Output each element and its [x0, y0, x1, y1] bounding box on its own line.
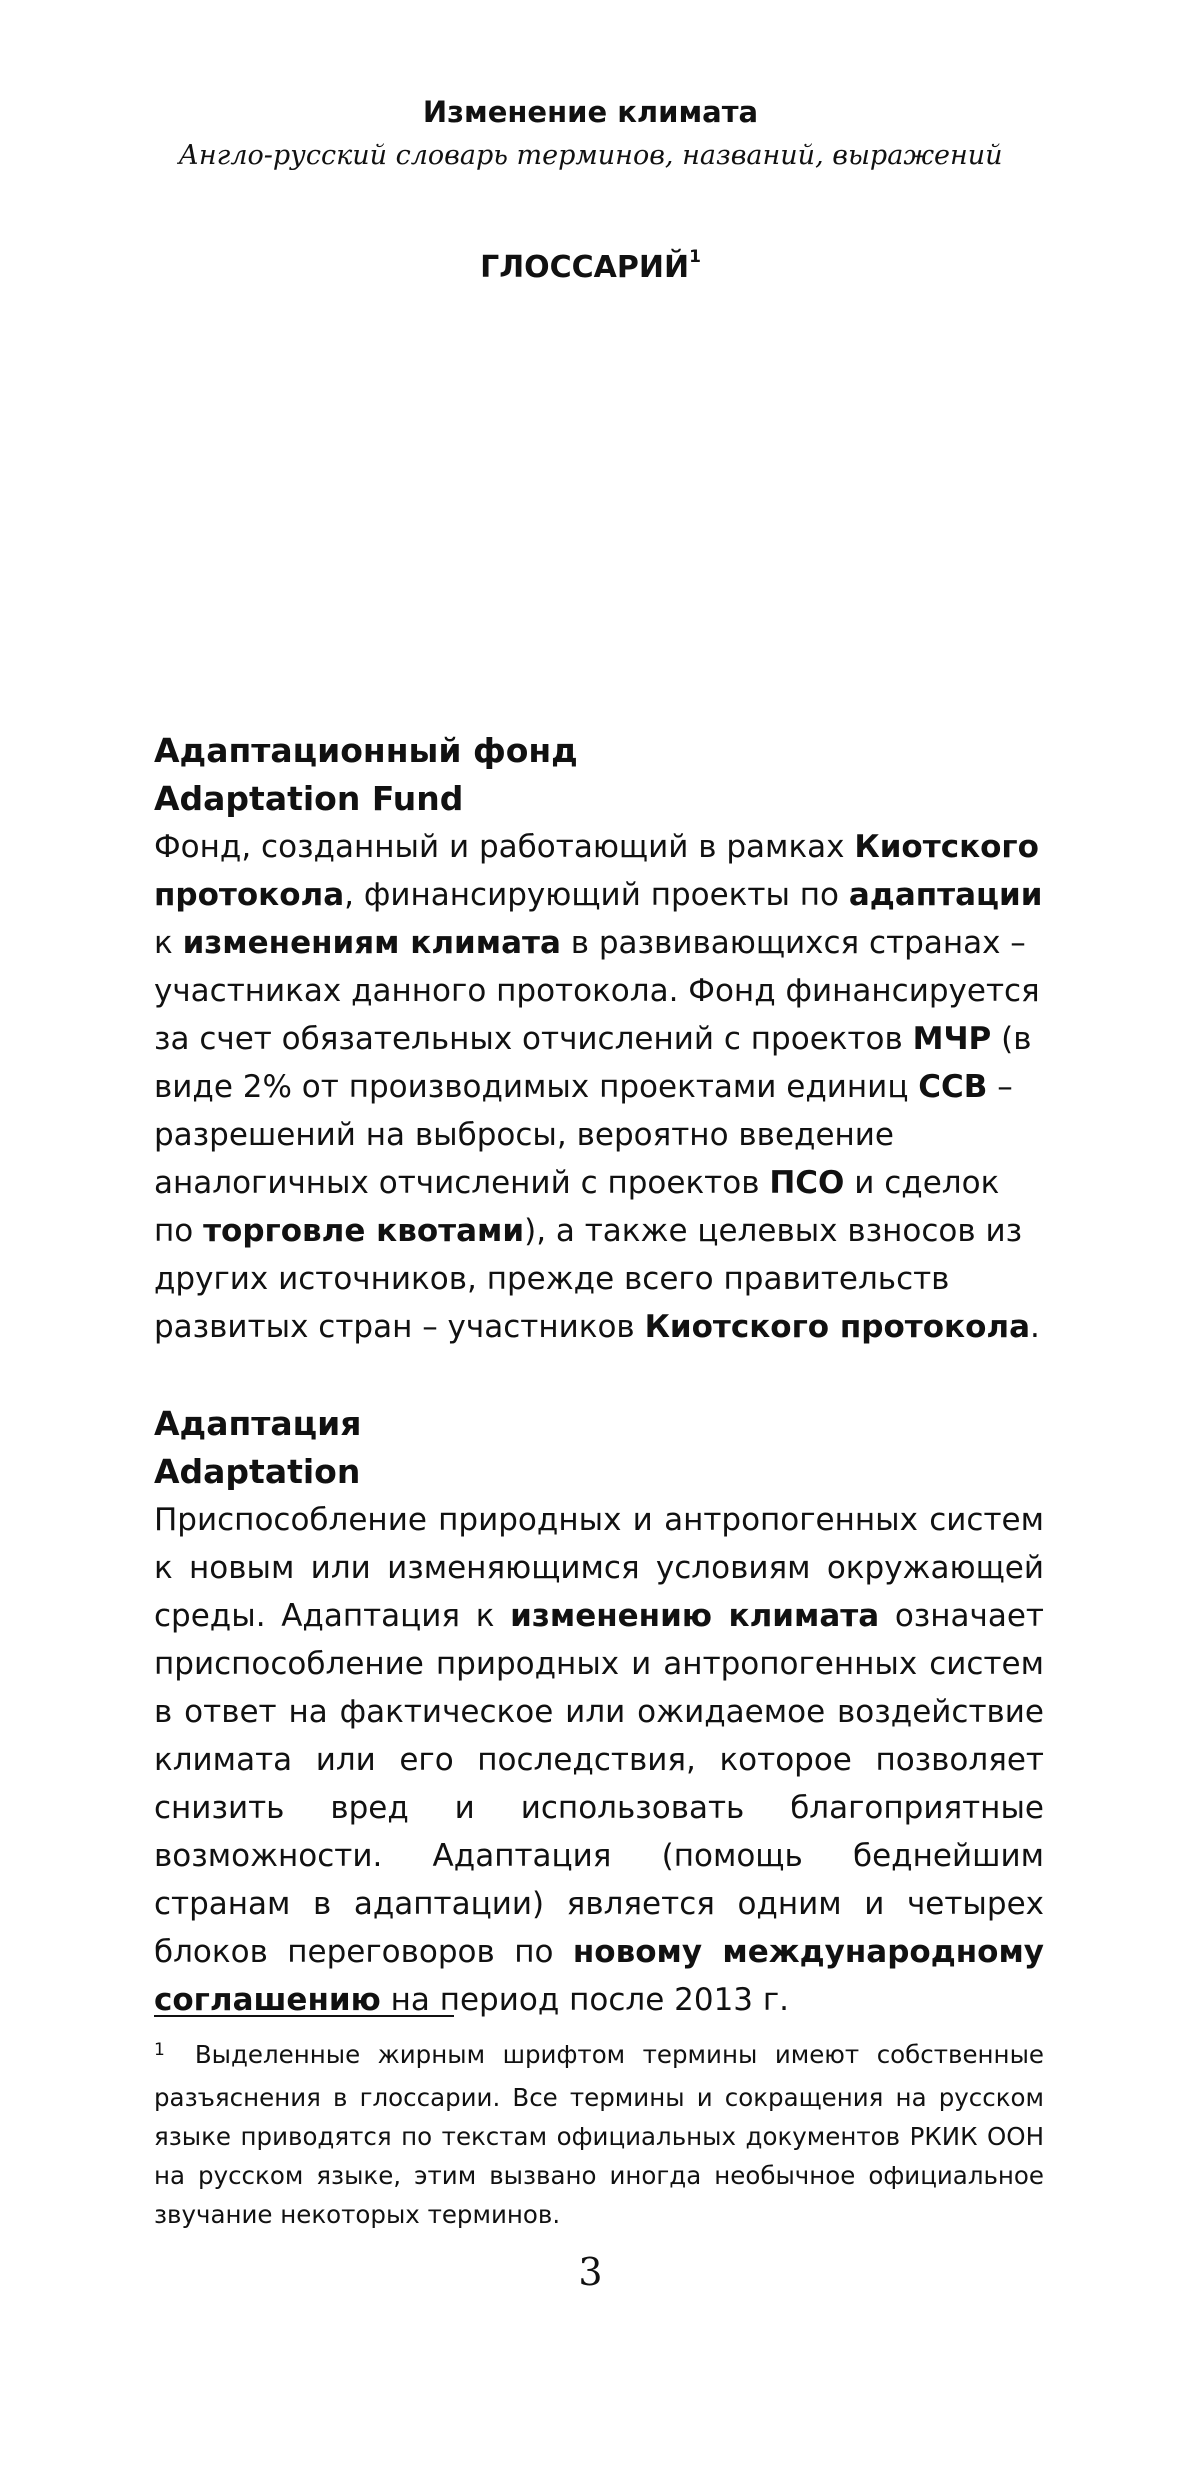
section-heading: [0, 247, 1181, 285]
entry-term-ru: Адаптационный фонд: [154, 731, 578, 770]
bold-term-reference: торговле квотами: [203, 1213, 525, 1249]
bold-term-reference: Киотского протокола: [644, 1309, 1031, 1345]
running-header-title: Изменение климата: [422, 95, 759, 129]
bold-term-reference: новому международному соглашению: [154, 1934, 1044, 2018]
footnote-text: Выделенные жирным шрифтом термины имеют собственные разъяснения в глоссарии. Все термины и сокращения на русском языке приводятся по текстам официальных документов РКИК ООН на русском языке, этим вызвано иногда необычное официальное звучание некоторых терминов.: [154, 2040, 1044, 2229]
footnote-divider: [154, 2015, 454, 2017]
bold-term-reference: Киотского протокола: [154, 829, 1039, 913]
glossary-entry: [154, 1400, 1044, 2024]
footnote-reference: 1: [689, 247, 701, 267]
glossary-entry: [154, 727, 1044, 1351]
footnote-mark: 1: [154, 2040, 165, 2060]
bold-term-reference: адаптации: [848, 877, 1043, 913]
running-header-subtitle: Англо-русский словарь терминов, названий, выражений: [178, 140, 1003, 171]
bold-term-reference: изменению климата: [510, 1598, 880, 1634]
entry-term-en: Adaptation Fund: [154, 779, 464, 818]
section-heading-text: ГЛОССАРИЙ: [480, 250, 690, 285]
page-number: 3: [578, 2250, 603, 2294]
footnote: [154, 2035, 1044, 2234]
bold-term-reference: изменениям климата: [182, 925, 561, 961]
entry-definition: Фонд, созданный и работающий в рамках Киотского протокола, финансирующий проекты по адаптации к изменениям климата в развивающихся странах – участниках данного протокола. Фонд финансируется за счет обязательных отчислений с проектов МЧР (в виде 2% от производимых проектами единиц ССВ – разрешений на выбросы, вероятно введение аналогичных отчислений с проектов ПСО и сделок по торговле квотами), а также целевых взносов из других источников, прежде всего правительств развитых стран – участников Киотского протокола.: [154, 829, 1043, 1345]
entry-term-ru: Адаптация: [154, 1404, 362, 1443]
bold-term-reference: ССВ: [918, 1069, 988, 1105]
bold-term-reference: ПСО: [769, 1165, 845, 1201]
entry-definition: Приспособление природных и антропогенных систем к новым или изменяющимся условиям окружающей среды. Адаптация к изменению климата означает приспособление природных и антропогенных систем в ответ на фактическое или ожидаемое воздействие климата или его последствия, которое позволяет снизить вред и использовать благоприятные возможности. Адаптация (помощь беднейшим странам в адаптации) является одним и четырех блоков переговоров по новому международному соглашению на период после 2013 г.: [154, 1502, 1044, 2018]
entry-term-en: Adaptation: [154, 1452, 361, 1491]
bold-term-reference: МЧР: [912, 1021, 992, 1057]
